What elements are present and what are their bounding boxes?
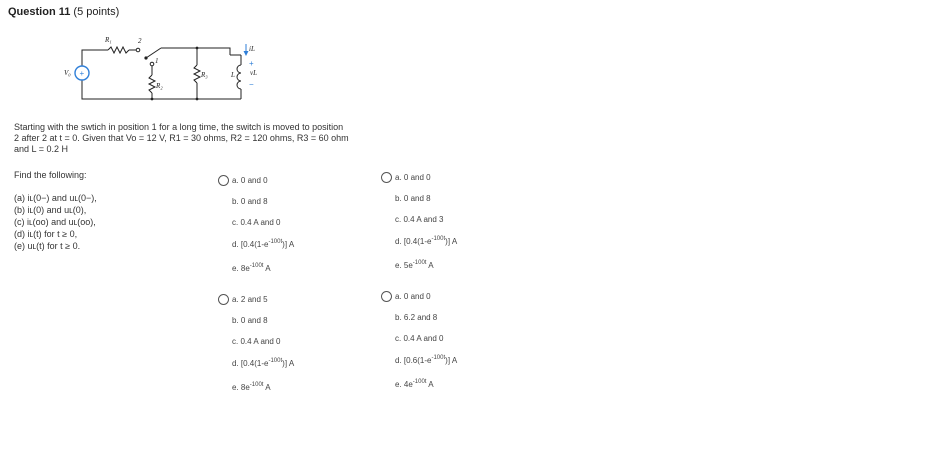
- choice-4-e: e. $4e^{-100t}$ A: [395, 379, 434, 389]
- question-header: [8, 6, 119, 18]
- choice-1-a: a. 0 and 0: [232, 176, 268, 185]
- part-b: (b) iʟ(0) and uʟ(0),: [14, 205, 87, 215]
- label-r2: R₂: [156, 82, 163, 90]
- label-il: iL: [249, 45, 255, 53]
- prompt-line-1: Starting with the swtich in position 1 for a long time, the switch is moved to position: [14, 122, 344, 132]
- part-c: (c) iʟ(oo) and uʟ(oo),: [14, 217, 96, 227]
- prompt-line-2: 2 after 2 at t = 0. Given that Vo = 12 V, R1 = 30 ohms, R2 = 120 ohms, R3 = 60 ohm: [14, 133, 349, 143]
- label-pos2: 2: [138, 37, 142, 45]
- part-a: (a) iʟ(0−) and uʟ(0−),: [14, 193, 97, 203]
- circuit-diagram: [60, 35, 280, 110]
- label-vl: vL: [250, 69, 257, 77]
- choice-3-radio[interactable]: [218, 294, 229, 305]
- choice-2-a: a. 0 and 0: [395, 173, 431, 182]
- choice-3-d: d. $[0.4(1-e^{-100t})]$ A: [232, 358, 295, 368]
- label-r3: R₃: [201, 71, 208, 79]
- label-l: L: [231, 71, 235, 79]
- choice-1-d: d. $[0.4(1-e^{-100t})]$ A: [232, 239, 295, 249]
- source-plus-sign: +: [79, 69, 85, 78]
- choice-1-b: b. 0 and 8: [232, 197, 268, 206]
- choice-4-d: d. $[0.6(1-e^{-100t})]$ A: [395, 355, 458, 365]
- label-r1: R₁: [105, 36, 112, 44]
- label-pos1: 1: [155, 57, 159, 65]
- question-title: Question 11: [8, 6, 71, 18]
- choice-2-c: c. 0.4 A and 3: [395, 215, 444, 224]
- choice-2-radio[interactable]: [381, 172, 392, 183]
- choice-4-c: c. 0.4 A and 0: [395, 334, 444, 343]
- choice-2-d: d. $[0.4(1-e^{-100t})]$ A: [395, 236, 458, 246]
- choice-1-e: e. $8e^{-100t}$ A: [232, 263, 271, 273]
- part-e: (e) uʟ(t) for t ≥ 0.: [14, 241, 81, 251]
- prompt-line-3: and L = 0.2 H: [14, 144, 68, 154]
- find-label: Find the following:: [14, 170, 87, 180]
- choice-4-b: b. 6.2 and 8: [395, 313, 438, 322]
- choice-3-e: e. $8e^{-100t}$ A: [232, 382, 271, 392]
- choice-3-c: c. 0.4 A and 0: [232, 337, 281, 346]
- choice-3-b: b. 0 and 8: [232, 316, 268, 325]
- parts-list: [14, 192, 97, 252]
- choice-1-radio[interactable]: [218, 175, 229, 186]
- choice-4-radio[interactable]: [381, 291, 392, 302]
- label-vl-minus: −: [249, 80, 254, 89]
- part-d: (d) iʟ(t) for t ≥ 0,: [14, 229, 78, 239]
- choice-4-a: a. 0 and 0: [395, 292, 431, 301]
- label-vl-plus: +: [249, 59, 254, 68]
- choice-2-b: b. 0 and 8: [395, 194, 431, 203]
- choice-3-a: a. 2 and 5: [232, 295, 268, 304]
- label-vo: V₀: [64, 69, 71, 77]
- choice-1-c: c. 0.4 A and 0: [232, 218, 281, 227]
- choice-2-e: e. $5e^{-100t}$ A: [395, 260, 434, 270]
- question-points: (5 points): [73, 6, 120, 18]
- question-prompt: [14, 122, 434, 155]
